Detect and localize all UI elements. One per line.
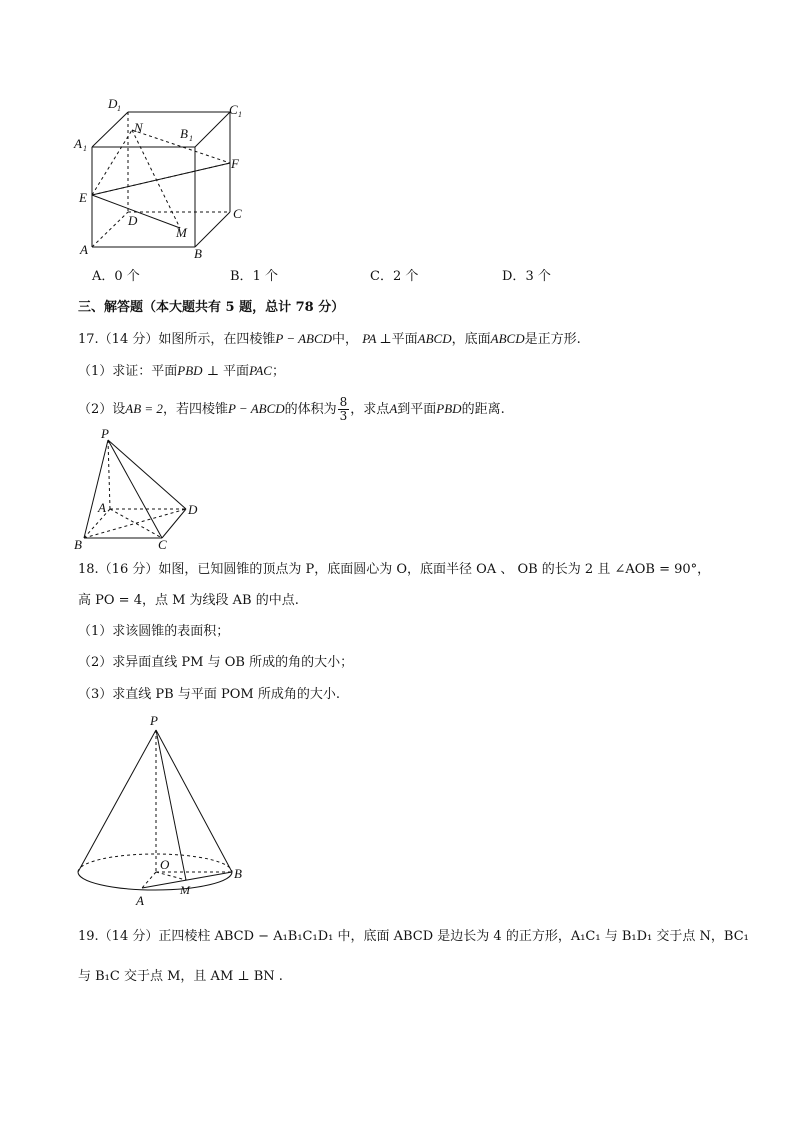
label-M: M	[176, 225, 187, 240]
label-B: B	[234, 866, 242, 881]
q17-stem: 17.（14 分）如图所示，在四棱锥P − ABCD中， PA ⊥平面ABCD，底面ABCD是正方形.	[78, 331, 581, 347]
q17-part2: （2）设AB = 2，若四棱锥P − ABCD的体积为 $\frac{8}{3}$ ，求点A到平面PBD的距离.	[78, 395, 505, 423]
cube-figure	[70, 92, 260, 262]
label-F: F	[231, 156, 239, 171]
pyramid-figure	[70, 426, 210, 552]
option-c: C．2 个	[370, 269, 419, 284]
label-A-cone: A	[136, 893, 144, 908]
label-M: M	[180, 883, 190, 897]
q19-stem-line1: 19.（14 分）正四棱柱 ABCD − A₁B₁C₁D₁ 中，底面 ABCD 是边长为 4 的正方形，A₁C₁ 与 B₁D₁ 交于点 N，BC₁	[78, 929, 749, 944]
label-A1: A	[74, 136, 82, 151]
label-B: B	[74, 537, 82, 552]
option-b: B．1 个	[230, 269, 278, 284]
label-A: A	[80, 242, 88, 257]
label-C1-sub: 1	[238, 110, 242, 119]
q18-part3: （3）求直线 PB 与平面 POM 所成角的大小.	[78, 687, 340, 702]
label-D1: D	[108, 96, 118, 111]
label-C1: C	[229, 102, 238, 117]
q17-part1: （1）求证：平面PBD ⊥ 平面PAC；	[78, 363, 285, 379]
section-title: 三、解答题（本大题共有 5 题，总计 78 分）	[78, 300, 345, 315]
label-C: C	[158, 537, 167, 552]
q18-stem-line1: 18.（16 分）如图，已知圆锥的顶点为 P，底面圆心为 O，底面半径 OA 、 OB 的长为 2 且 ∠AOB = 90°，	[78, 562, 711, 577]
label-C: C	[233, 206, 242, 221]
label-B: B	[194, 246, 202, 261]
option-a: A．0 个	[92, 269, 140, 284]
label-P: P	[150, 713, 158, 728]
label-D1-sub: 1	[117, 104, 121, 113]
q18-stem-line2: 高 PO = 4，点 M 为线段 AB 的中点.	[78, 593, 299, 608]
label-P: P	[101, 426, 109, 441]
label-N: N	[134, 120, 143, 135]
option-d: D．3 个	[502, 269, 551, 284]
label-A1-sub: 1	[83, 144, 87, 153]
q18-part1: （1）求该圆锥的表面积；	[78, 624, 230, 639]
label-B1-sub: 1	[189, 134, 193, 143]
label-D: D	[188, 502, 198, 517]
label-E: E	[79, 190, 87, 205]
cone-figure	[70, 712, 260, 897]
fraction-eight-thirds: $\frac{8}{3}$	[339, 395, 348, 423]
q19-stem-line2: 与 B₁C 交于点 M，且 AM ⊥ BN .	[78, 969, 283, 984]
label-B1: B	[180, 126, 188, 141]
label-A: A	[98, 500, 106, 515]
label-D: D	[128, 213, 138, 228]
q18-part2: （2）求异面直线 PM 与 OB 所成的角的大小；	[78, 655, 354, 670]
label-O: O	[160, 857, 170, 872]
